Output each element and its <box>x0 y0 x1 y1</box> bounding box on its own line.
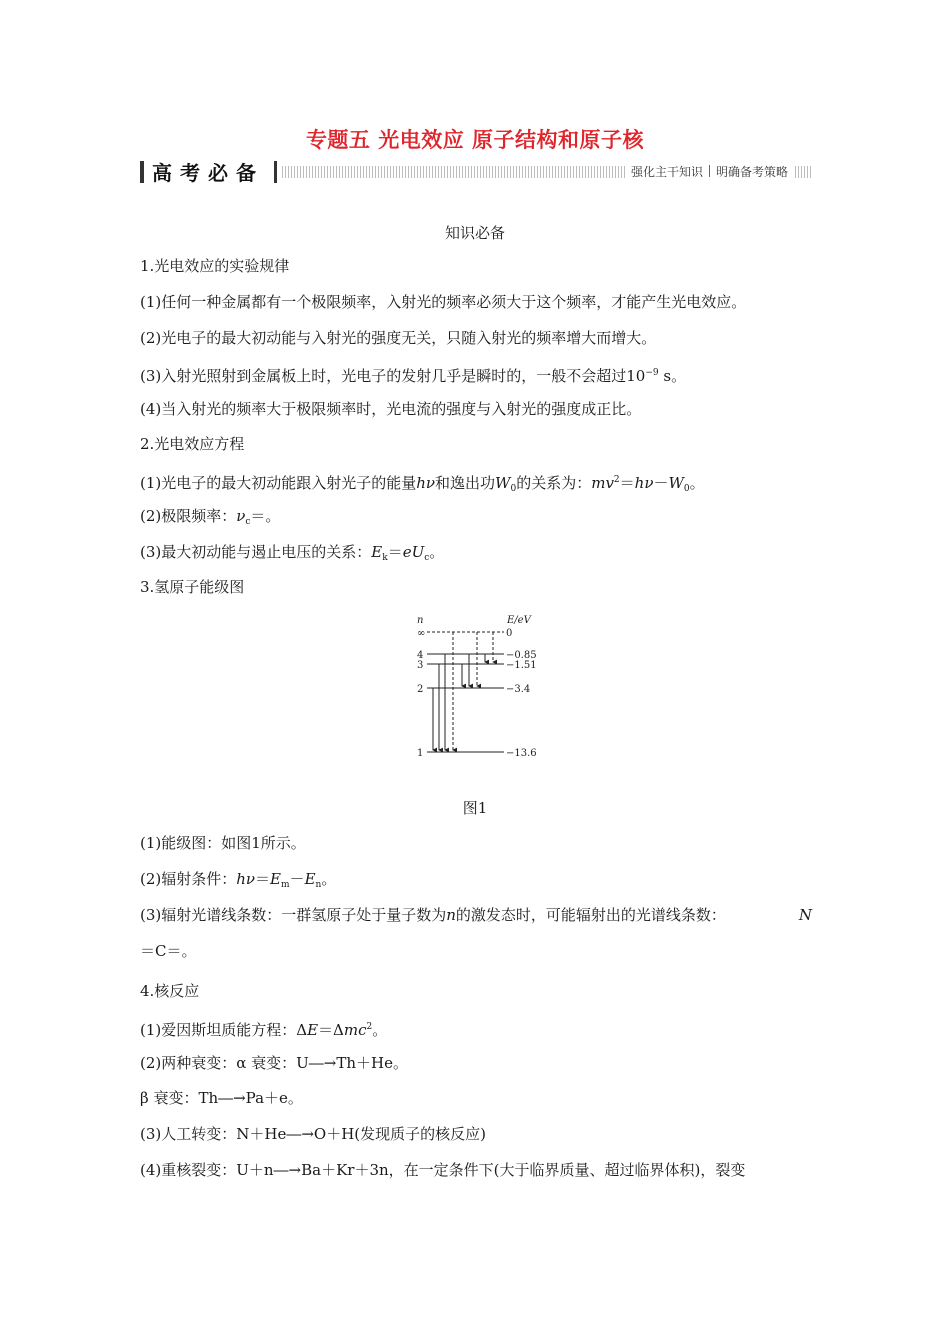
paragraph: (2)极限频率：$\nu_c=$。 <box>140 507 281 527</box>
paragraph: (1)任何一种金属都有一个极限频率，入射光的频率必须大于这个频率，才能产生光电效应。 <box>140 293 747 311</box>
section-heading: 知识必备 <box>444 224 505 242</box>
heading-nuclear-reactions: 4.核反应 <box>140 982 200 1000</box>
banner-left-bar <box>140 161 144 183</box>
hydrogen-energy-level-diagram <box>412 611 552 766</box>
banner-tag-separator <box>709 165 710 177</box>
page-title: 专题五 光电效应 原子结构和原子核 <box>305 128 645 152</box>
axis-energy-label: E/eV <box>507 615 531 626</box>
level-n-inf: ∞ <box>417 628 426 639</box>
paragraph: (1)爱因斯坦质能方程：ΔE＝Δmc$^2$。 <box>140 1021 388 1039</box>
paragraph: (1)能级图：如图1所示。 <box>140 834 306 852</box>
paragraph: (2)光电子的最大初动能与入射光的强度无关，只随入射光的频率增大而增大。 <box>140 329 657 347</box>
paragraph: (2)两种衰变：α 衰变：U―→Th＋He。 <box>140 1054 408 1072</box>
heading-photoelectric-laws: 1.光电效应的实验规律 <box>140 257 290 275</box>
banner-divider <box>274 161 277 183</box>
axis-n-label: n <box>417 615 424 626</box>
section-banner <box>140 160 812 186</box>
level-n-1: 1 <box>417 748 424 759</box>
level-e-1: −13.6 <box>506 748 537 759</box>
paragraph: (4)重核裂变：U＋n―→Ba＋Kr＋3n，在一定条件下(大于临界质量、超过临界体积)，裂变 <box>140 1161 746 1179</box>
banner-tag-2: 明确备考策略 <box>715 165 788 179</box>
paragraph: (2)辐射条件：$h\nu=E_m-E_n$。 <box>140 870 337 890</box>
paragraph: (1)光电子的最大初动能跟入射光子的能量hν和逸出功$W_0$的关系为：$mv^2=h\nu-W_0$。 <box>140 474 705 494</box>
heading-energy-levels: 3.氢原子能级图 <box>140 578 245 596</box>
paragraph: (3)最大初动能与遏止电压的关系：$E_k=eU_c$。 <box>140 543 445 563</box>
figure-caption: 图1 <box>462 799 488 817</box>
banner-tag-1: 强化主干知识 <box>630 165 703 179</box>
banner-title: 高考必备 <box>152 161 264 185</box>
level-e-4: −0.85 <box>506 650 537 661</box>
paragraph: (3)辐射光谱线条数：一群氢原子处于量子数为n的激发态时，可能辐射出的光谱线条数： N <box>140 906 812 924</box>
heading-photoelectric-equation: 2.光电效应方程 <box>140 435 245 453</box>
level-n-2: 2 <box>417 684 424 695</box>
level-e-2: −3.4 <box>506 684 531 695</box>
paragraph: (4)当入射光的频率大于极限频率时，光电流的强度与入射光的强度成正比。 <box>140 400 642 418</box>
paragraph: (3)入射光照射到金属板上时，光电子的发射几乎是瞬时的，一般不会超过$10^{-9}$ s。 <box>140 367 687 385</box>
banner-tags <box>625 161 794 183</box>
level-n-3: 3 <box>417 660 424 671</box>
paragraph: β 衰变：Th―→Pa＋e。 <box>140 1089 303 1107</box>
paragraph: (3)人工转变：N＋He―→O＋H(发现质子的核反应) <box>140 1125 486 1143</box>
level-e-3: −1.51 <box>506 660 537 671</box>
level-n-4: 4 <box>417 650 424 661</box>
paragraph: ＝C＝。 <box>140 942 197 960</box>
level-e-inf: 0 <box>506 628 513 639</box>
